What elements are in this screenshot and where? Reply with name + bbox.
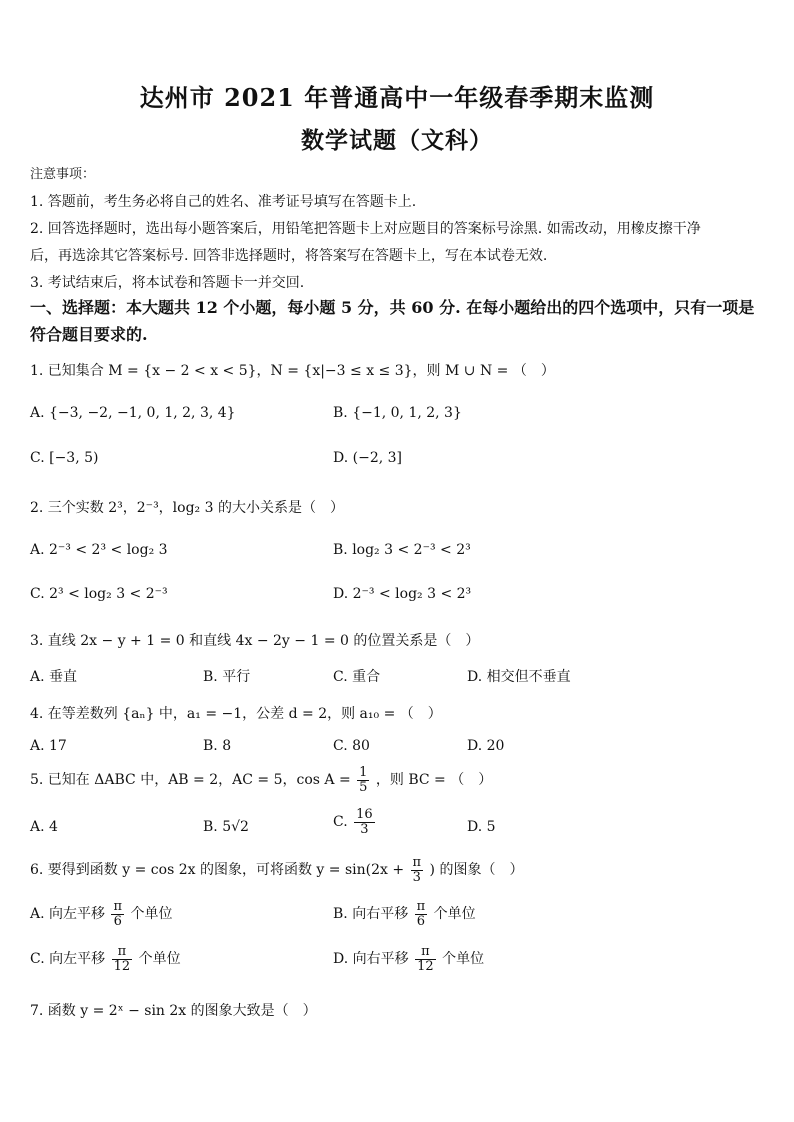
question-5-option-c-fraction <box>354 808 375 836</box>
note-3: 3. 考试结束后，将本试卷和答题卡一并交回. <box>30 275 305 291</box>
question-5-option-c-denominator: 3 <box>360 821 369 837</box>
question-7-stem: 7. 函数 y = 2ˣ − sin 2x 的图象大致是（ ） <box>30 1003 317 1019</box>
question-6-option-b <box>333 900 476 928</box>
question-6-stem-text: 6. 要得到函数 y = cos 2x 的图象，可将函数 y = sin(2x + <box>30 862 405 879</box>
question-6-option-d-tail: 个单位 <box>442 951 485 968</box>
question-5-option-b: B. 5√2 <box>203 819 249 835</box>
question-6-fraction-denominator: 3 <box>412 869 421 885</box>
question-6-fraction-numerator: π <box>412 855 422 870</box>
question-3-stem: 3. 直线 2x − y + 1 = 0 和直线 4x − 2y − 1 = 0 的位置关系是（ ） <box>30 633 480 649</box>
question-6-option-b-text: B. 向右平移 <box>333 906 409 923</box>
question-6-option-c-numerator: π <box>112 945 133 960</box>
question-6-option-b-denominator: 6 <box>416 913 426 929</box>
question-1-option-c: C. [−3, 5) <box>30 450 99 466</box>
question-6-option-a-text: A. 向左平移 <box>30 906 106 923</box>
question-6-option-d-text: D. 向右平移 <box>333 951 409 968</box>
question-5-stem-text: 5. 已知在 ΔABC 中，AB = 2，AC = 5，cos A = <box>30 772 351 789</box>
question-6-option-a-tail: 个单位 <box>130 906 173 923</box>
question-4-option-a: A. 17 <box>30 738 67 754</box>
question-6-fraction <box>411 856 424 884</box>
question-6-option-d-denominator: 12 <box>417 958 434 974</box>
question-3-option-c: C. 重合 <box>333 669 381 685</box>
question-1-stem: 1. 已知集合 M = {x − 2 < x < 5}，N = {x|−3 ≤ x ≤ 3}，则 M ∪ N = （ ） <box>30 363 555 379</box>
question-6-stem-tail: ) 的图象（ ） <box>429 862 524 879</box>
question-6-option-d-fraction <box>415 945 436 973</box>
question-6-option-c-denominator: 12 <box>113 958 131 974</box>
question-1-option-b: B. {−1, 0, 1, 2, 3} <box>333 405 462 421</box>
note-2-line-1: 2. 回答选择题时，选出每小题答案后，用铅笔把答题卡上对应题目的答案标号涂黑. 如需改动，用橡皮擦干净 <box>30 221 701 237</box>
question-5-fraction-denominator: 5 <box>359 779 368 795</box>
notes-heading: 注意事项： <box>30 167 96 182</box>
question-5-fraction-numerator: 1 <box>359 765 368 780</box>
note-2-line-2: 后，再选涂其它答案标号. 回答非选择题时，将答案写在答题卡上，写在本试卷无效. <box>30 248 548 264</box>
question-2-option-c: C. 2³ < log₂ 3 < 2⁻³ <box>30 586 168 602</box>
question-3-option-b: B. 平行 <box>203 669 251 685</box>
question-4-stem: 4. 在等差数列 {aₙ} 中，a₁ = −1，公差 d = 2，则 a₁₀ = （ ） <box>30 706 442 722</box>
question-5-fraction <box>357 766 369 794</box>
exam-subtitle: 数学试题（文科） <box>301 127 493 154</box>
note-1: 1. 答题前，考生务必将自己的姓名、准考证号填写在答题卡上. <box>30 194 417 210</box>
question-6-option-c <box>30 945 181 973</box>
question-6-option-c-fraction <box>112 945 133 973</box>
question-3-option-d: D. 相交但不垂直 <box>467 669 571 685</box>
question-5-option-a: A. 4 <box>30 819 58 835</box>
question-6-option-a-denominator: 6 <box>113 913 122 929</box>
question-1-option-a: A. {−3, −2, −1, 0, 1, 2, 3, 4} <box>30 405 236 421</box>
question-6-option-d-numerator: π <box>415 945 436 960</box>
question-2-option-b: B. log₂ 3 < 2⁻³ < 2³ <box>333 542 471 558</box>
question-6-option-c-tail: 个单位 <box>138 951 181 968</box>
question-5-stem <box>30 766 492 794</box>
exam-title: 达州市 2021 年普通高中一年级春季期末监测 <box>139 83 655 112</box>
question-6-option-a-numerator: π <box>113 899 123 914</box>
question-5-stem-tail: ，则 BC = （ ） <box>375 772 493 789</box>
section-heading: 一、选择题：本大题共 12 个小题，每小题 5 分，共 60 分. 在每小题给出的四个选项中，只有一项是符合题目要求的. <box>30 298 755 344</box>
question-5-option-c <box>333 808 377 836</box>
question-6-option-b-tail: 个单位 <box>433 906 476 923</box>
question-2-option-a: A. 2⁻³ < 2³ < log₂ 3 <box>30 542 168 558</box>
question-2-stem: 2. 三个实数 2³，2⁻³，log₂ 3 的大小关系是（ ） <box>30 500 344 516</box>
question-6-option-b-numerator: π <box>416 899 426 914</box>
question-5-option-d: D. 5 <box>467 819 496 835</box>
question-4-option-d: D. 20 <box>467 738 505 754</box>
question-6-option-b-fraction <box>415 900 428 928</box>
question-4-option-b: B. 8 <box>203 738 232 754</box>
question-2-option-d: D. 2⁻³ < log₂ 3 < 2³ <box>333 586 472 602</box>
question-6-option-c-text: C. 向左平移 <box>30 951 106 968</box>
question-6-option-a-fraction <box>111 900 124 928</box>
question-5-option-c-numerator: 16 <box>356 807 373 822</box>
question-3-option-a: A. 垂直 <box>30 669 78 685</box>
question-4-option-c: C. 80 <box>333 738 370 754</box>
question-6-stem <box>30 856 523 884</box>
question-6-option-d <box>333 945 484 973</box>
question-5-option-c-label: C. <box>333 814 348 831</box>
question-1-option-d: D. (−2, 3] <box>333 450 402 466</box>
question-6-option-a <box>30 900 172 928</box>
